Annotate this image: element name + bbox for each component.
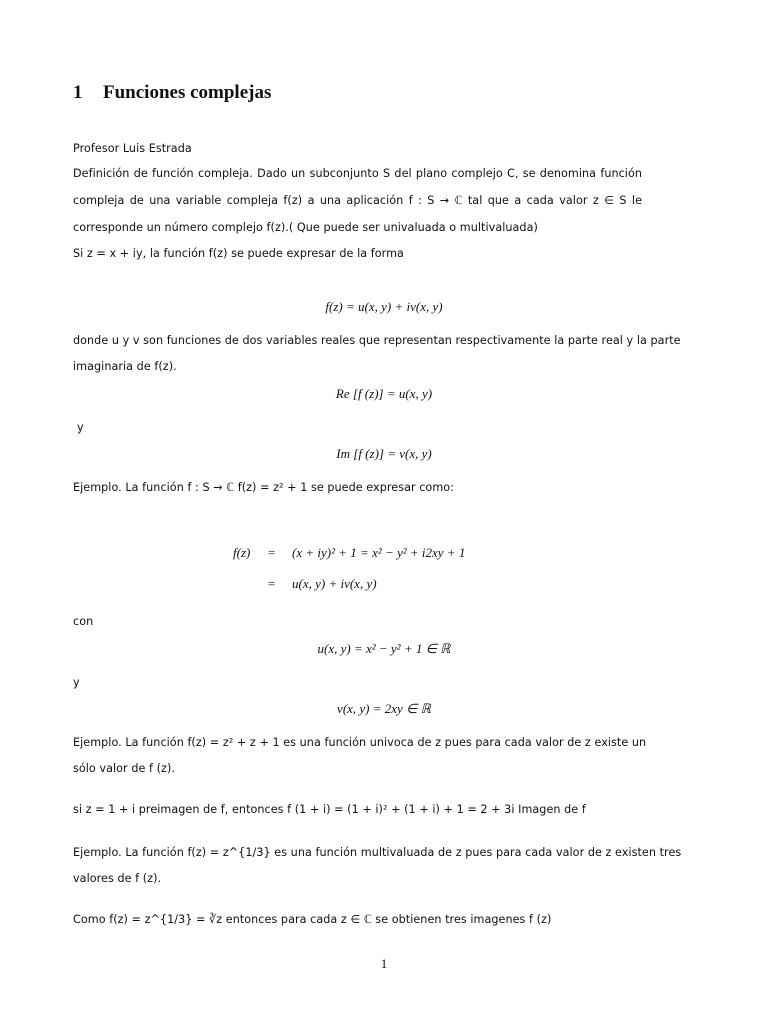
align-lhs: f(z) [233,545,251,560]
si-line: Si z = x + iy, la función f(z) se puede expresar de la forma [73,247,404,260]
page-number: 1 [380,956,388,971]
donde-line-1: donde u y v son funciones de dos variables reales que representan respectivamente la parte real y la parte [73,334,681,347]
con-label: con [73,615,94,628]
author-line: Profesor Luis Estrada [73,142,192,155]
section-number: 1 [73,82,83,103]
equation-imag-part: Im [f (z)] = v(x, y) [336,446,432,461]
equation-v: v(x, y) = 2xy ∈ ℝ [337,701,431,716]
definition-line-1: Definición de función compleja. Dado un subconjunto S del plano complejo C, se denomina función [73,167,642,180]
align-eq-2: = [268,576,276,591]
como-line: Como f(z) = z^{1/3} = ∛z entonces para cada z ∈ ℂ se obtienen tres imagenes f (z) [73,913,552,926]
equation-real-part: Re [f (z)] = u(x, y) [335,386,433,401]
example-3-line-2: valores de f (z). [73,872,162,885]
align-rhs-1: (x + iy)² + 1 = x² − y² + i2xy + 1 [292,545,466,560]
preimage-line: si z = 1 + i preimagen de f, entonces f (1 + i) = (1 + i)² + (1 + i) + 1 = 2 + 3i Imagen de f [73,803,586,816]
y-connector-2: y [73,676,80,689]
example-2-line-1: Ejemplo. La función f(z) = z² + z + 1 es una función univoca de z pues para cada valor de z existe un [73,736,647,749]
donde-line-2: imaginaria de f(z). [73,360,177,373]
example-2-line-2: sólo valor de f (z). [73,762,175,775]
equation-u: u(x, y) = x² − y² + 1 ∈ ℝ [317,641,451,656]
y-connector-1: y [77,421,84,434]
definition-line-3: corresponde un número complejo f(z).( Que puede ser univaluada o multivaluada) [73,221,538,234]
definition-line-2: compleja de una variable compleja f(z) a una aplicación f : S → ℂ tal que a cada valor z ∈ S le [73,194,642,207]
align-eq-1: = [268,545,276,560]
align-rhs-2: u(x, y) + iv(x, y) [292,576,377,591]
section-title: Funciones complejas [103,82,272,103]
example-3-line-1: Ejemplo. La función f(z) = z^{1/3} es una función multivaluada de z pues para cada valor de z existen tres [73,846,682,859]
equation-main: f(z) = u(x, y) + iv(x, y) [325,299,443,314]
example-1-line: Ejemplo. La función f : S → ℂ f(z) = z² + 1 se puede expresar como: [73,481,454,494]
section-heading [73,82,271,104]
